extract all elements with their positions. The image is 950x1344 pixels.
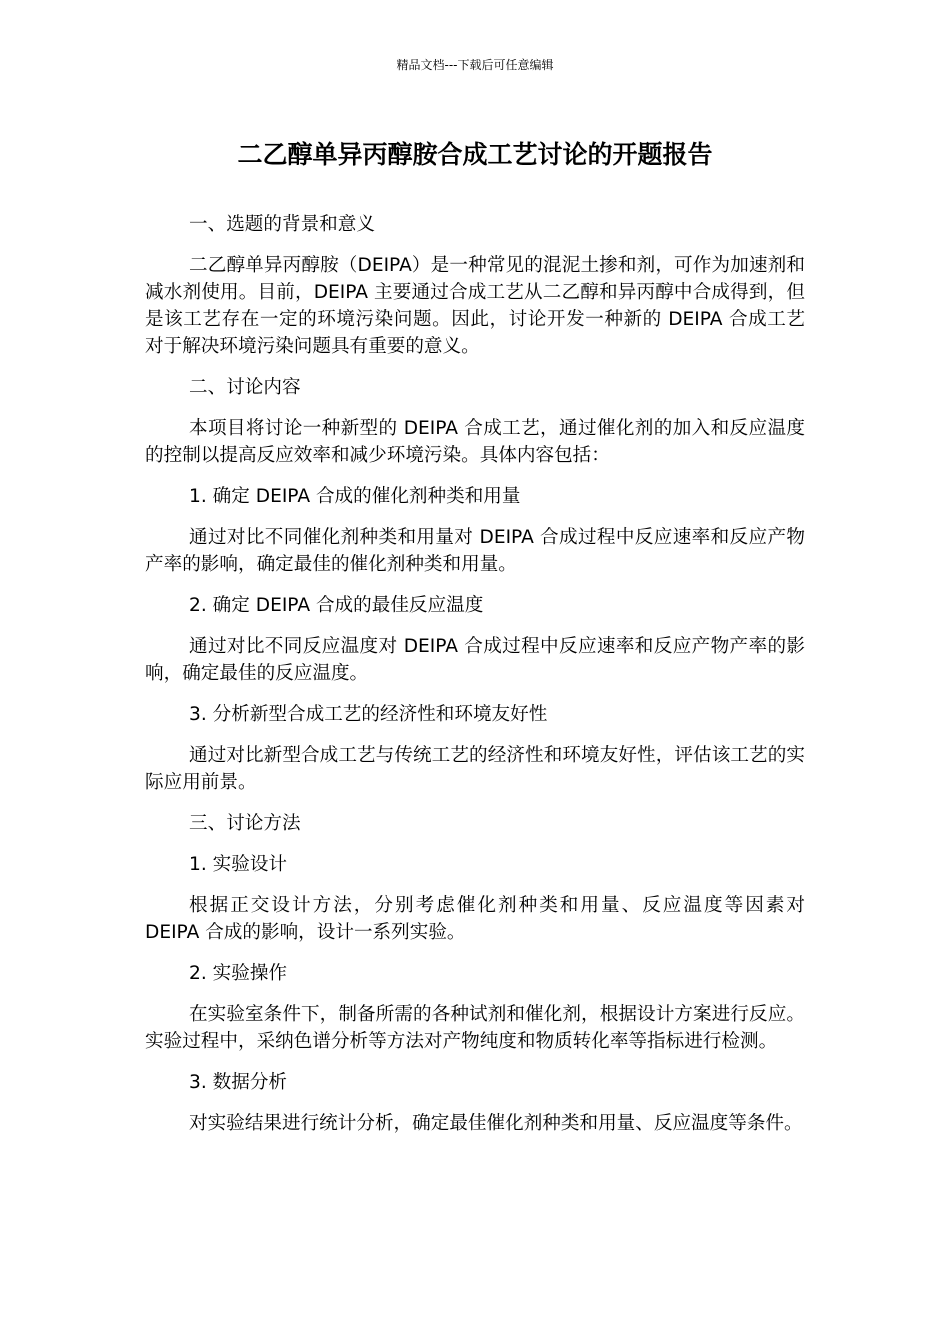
paragraph-content-intro: 本项目将讨论一种新型的 DEIPA 合成工艺，通过催化剂的加入和反应温度的控制以提高反应效率和减少环境污染。具体内容包括： (145, 418, 805, 466)
item-heading-design: 1. 实验设计 (189, 854, 288, 875)
item-heading-economics: 3. 分析新型合成工艺的经济性和环境友好性 (189, 704, 548, 725)
section-heading-content: 二、讨论内容 (189, 377, 301, 398)
paragraph-economics: 通过对比新型合成工艺与传统工艺的经济性和环境友好性，评估该工艺的实际应用前景。 (145, 745, 805, 793)
item-heading-operation: 2. 实验操作 (189, 963, 288, 984)
paragraph-temperature: 通过对比不同反应温度对 DEIPA 合成过程中反应速率和反应产物产率的影响，确定最佳的反应温度。 (145, 636, 805, 684)
item-heading-temperature: 2. 确定 DEIPA 合成的最佳反应温度 (189, 595, 484, 616)
paragraph-background: 二乙醇单异丙醇胺（DEIPA）是一种常见的混泥土掺和剂，可作为加速剂和减水剂使用。目前，DEIPA 主要通过合成工艺从二乙醇和异丙醇中合成得到，但是该工艺存在一定的环境污染问题。因此，讨论开发一种新的 DEIPA 合成工艺对于解决环境污染问题具有重要的意义。 (145, 255, 805, 357)
document-body (145, 211, 805, 1151)
paragraph-design: 根据正交设计方法，分别考虑催化剂种类和用量、反应温度等因素对 DEIPA 合成的影响，设计一系列实验。 (145, 895, 805, 943)
paragraph-catalyst: 通过对比不同催化剂种类和用量对 DEIPA 合成过程中反应速率和反应产物产率的影响，确定最佳的催化剂种类和用量。 (145, 527, 805, 575)
section-heading-method: 三、讨论方法 (189, 813, 301, 834)
paragraph-operation: 在实验室条件下，制备所需的各种试剂和催化剂，根据设计方案进行反应。实验过程中，采纳色谱分析等方法对产物纯度和物质转化率等指标进行检测。 (145, 1004, 805, 1052)
paragraph-analysis: 对实验结果进行统计分析，确定最佳催化剂种类和用量、反应温度等条件。 (189, 1113, 803, 1134)
page-header: 精品文档---下载后可任意编辑 (396, 58, 554, 72)
document-title: 二乙醇单异丙醇胺合成工艺讨论的开题报告 (237, 140, 713, 169)
item-heading-analysis: 3. 数据分析 (189, 1072, 288, 1093)
section-heading-background: 一、选题的背景和意义 (189, 214, 375, 235)
item-heading-catalyst: 1. 确定 DEIPA 合成的催化剂种类和用量 (189, 486, 521, 507)
